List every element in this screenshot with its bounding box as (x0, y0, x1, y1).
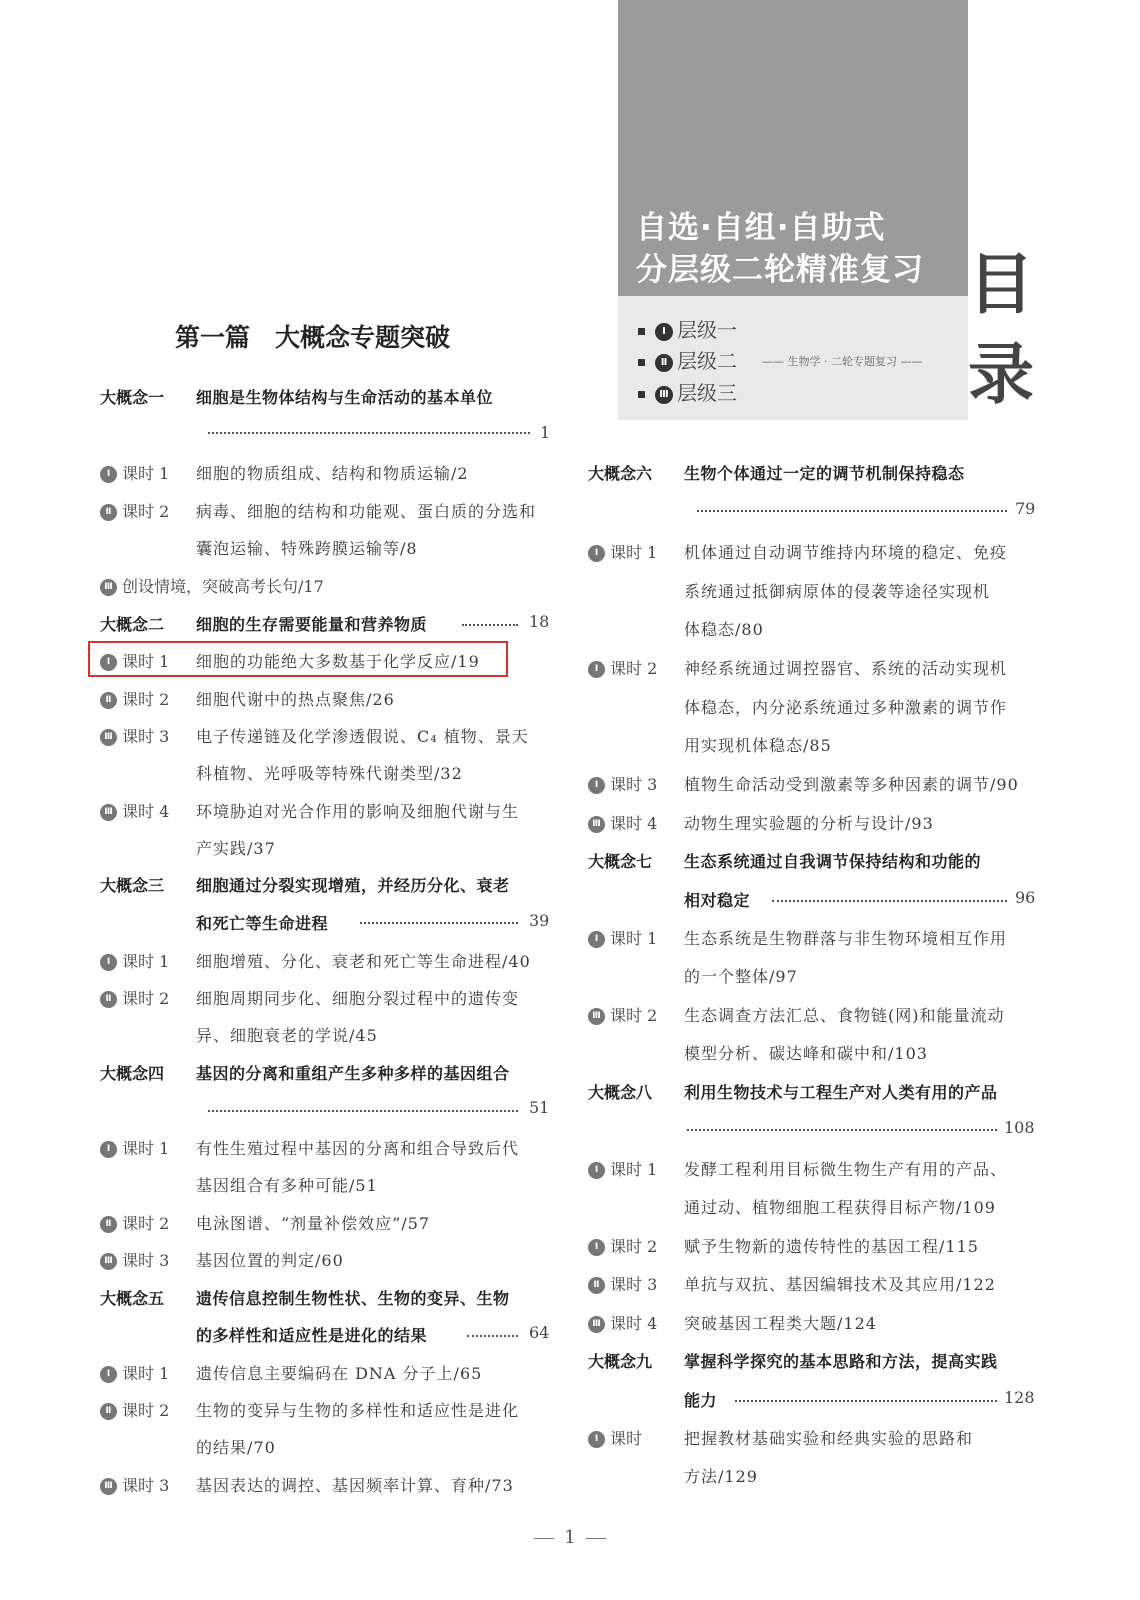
lesson-title[interactable]: 细胞的功能绝大多数基于化学反应/19 (196, 652, 480, 671)
lesson-label: Ⅱ 课时 2 (100, 499, 169, 522)
roman-numeral-badge: Ⅲ (100, 1253, 117, 1270)
lesson-title[interactable]: 神经系统通过调控器官、系统的活动实现机 (684, 659, 1008, 678)
mulu-char-1: 目 (968, 246, 1034, 323)
footer-page-number: 1 (564, 1527, 576, 1548)
concept-title: 利用生物技术与工程生产对人类有用的产品 (684, 1083, 998, 1102)
lesson-label: Ⅲ 课时 4 (588, 1311, 657, 1334)
roman-numeral-badge: Ⅲ (100, 804, 117, 821)
roman-numeral-badge: Ⅰ (588, 931, 605, 948)
concept-title-cont: 和死亡等生命进程 (196, 914, 329, 933)
lesson-label: Ⅱ 课时 2 (100, 1398, 169, 1421)
roman-numeral-badge: Ⅲ (588, 816, 605, 833)
level-three (638, 377, 737, 406)
leader-dots (735, 1400, 997, 1402)
bullet-square-icon (638, 391, 645, 398)
leader-dots (208, 1110, 518, 1112)
roman-numeral-badge: Ⅲ (588, 1316, 605, 1333)
lesson-title[interactable]: 细胞增殖、分化、衰老和死亡等生命进程/40 (196, 952, 531, 971)
lesson-label: Ⅰ 课时 1 (100, 949, 169, 972)
bullet-square-icon (638, 328, 645, 335)
lesson-title[interactable]: 基因表达的调控、基因频率计算、育种/73 (196, 1476, 514, 1495)
page-footer (0, 1527, 1140, 1548)
roman-numeral-badge: Ⅲ (100, 1478, 117, 1495)
lesson-title-cont[interactable]: 科植物、光呼吸等特殊代谢类型/32 (196, 764, 463, 783)
header-title-line1: 自选·自组·自助式 (636, 210, 886, 246)
leader-dots (208, 432, 530, 434)
roman-numeral-badge: Ⅱ (100, 692, 117, 709)
concept-label: 大概念六 (588, 464, 653, 483)
lesson-title-cont[interactable]: 方法/129 (684, 1467, 758, 1486)
lesson-title-cont[interactable]: 的结果/70 (196, 1438, 276, 1457)
lesson-title[interactable]: 生物的变异与生物的多样性和适应性是进化 (196, 1401, 520, 1420)
concept-label: 大概念四 (100, 1064, 165, 1083)
lesson-title[interactable]: 生态调查方法汇总、食物链(网)和能量流动 (684, 1006, 1005, 1025)
roman-numeral-badge: Ⅰ (588, 1431, 605, 1448)
lesson-title-cont[interactable]: 系统通过抵御病原体的侵袭等途径实现机 (684, 582, 991, 601)
lesson-title[interactable]: 细胞的物质组成、结构和物质运输/2 (196, 464, 469, 483)
lesson-label: Ⅰ 课时 1 (588, 540, 657, 563)
lesson-label: Ⅲ 课时 2 (588, 1003, 657, 1026)
page-number: 18 (529, 612, 550, 631)
lesson-label: Ⅰ 课时 (588, 1426, 642, 1449)
lesson-label: Ⅰ 课时 1 (100, 1361, 169, 1384)
lesson-title[interactable]: 细胞周期同步化、细胞分裂过程中的遗传变 (196, 989, 520, 1008)
leader-dots (687, 1129, 997, 1131)
lesson-label: Ⅲ 课时 3 (100, 1248, 169, 1271)
lesson-title[interactable]: 把握教材基础实验和经典实验的思路和 (684, 1429, 974, 1448)
concept-label: 大概念三 (100, 876, 165, 895)
lesson-title[interactable]: 环境胁迫对光合作用的影响及细胞代谢与生 (196, 802, 520, 821)
lesson-label: Ⅱ 课时 2 (100, 1211, 169, 1234)
lesson-title[interactable]: 遗传信息主要编码在 DNA 分子上/65 (196, 1364, 483, 1383)
lesson-label: Ⅱ 课时 2 (100, 986, 169, 1009)
lesson-title[interactable]: 发酵工程利用目标微生物生产有用的产品、 (684, 1160, 1008, 1179)
lesson-title[interactable]: 病毒、细胞的结构和功能观、蛋白质的分选和 (196, 502, 537, 521)
roman-numeral-badge: Ⅰ (100, 1141, 117, 1158)
page-number: 108 (1004, 1118, 1035, 1137)
concept-label: 大概念一 (100, 388, 165, 407)
lesson-title[interactable]: 单抗与双抗、基因编辑技术及其应用/122 (684, 1275, 996, 1294)
roman-numeral-badge: Ⅰ (655, 323, 673, 341)
lesson-title[interactable]: 突破基因工程类大题/124 (684, 1314, 877, 1333)
lesson-label: Ⅰ 课时 2 (588, 656, 657, 679)
roman-numeral-badge: Ⅱ (588, 1277, 605, 1294)
concept-label: 大概念七 (588, 852, 653, 871)
page-number: 64 (529, 1323, 550, 1342)
page-number: 96 (1015, 888, 1036, 907)
concept-label: 大概念九 (588, 1352, 653, 1371)
concept-title: 掌握科学探究的基本思路和方法，提高实践 (684, 1352, 998, 1371)
lesson-label: Ⅰ 课时 1 (100, 649, 169, 672)
concept-title: 生态系统通过自我调节保持结构和功能的 (684, 852, 982, 871)
lesson-title-cont[interactable]: 通过动、植物细胞工程获得目标产物/109 (684, 1198, 996, 1217)
lesson-title[interactable]: 机体通过自动调节维持内环境的稳定、免疫 (684, 543, 1008, 562)
roman-numeral-badge: Ⅲ (100, 579, 117, 596)
lesson-label: Ⅲ 课时 4 (588, 811, 657, 834)
roman-numeral-badge: Ⅲ (588, 1008, 605, 1025)
lesson-label: Ⅲ 课时 3 (100, 1473, 169, 1496)
lesson-title-cont[interactable]: 的一个整体/97 (684, 967, 798, 986)
lesson-title[interactable]: 基因位置的判定/60 (196, 1251, 344, 1270)
concept-label: 大概念八 (588, 1083, 653, 1102)
concept-label: 大概念二 (100, 615, 165, 634)
concept-label: 大概念五 (100, 1289, 165, 1308)
lesson-label: Ⅱ 课时 3 (588, 1272, 657, 1295)
level-one (638, 314, 737, 343)
page-number: 51 (529, 1098, 550, 1117)
lesson-title[interactable]: 电子传递链及化学渗透假说、C₄ 植物、景天 (196, 727, 529, 746)
part-title: 第一篇 大概念专题突破 (175, 323, 451, 352)
concept-title: 遗传信息控制生物性状、生物的变异、生物 (196, 1289, 510, 1308)
roman-numeral-badge: Ⅰ (100, 466, 117, 483)
lesson-title-cont[interactable]: 体稳态/80 (684, 620, 764, 639)
concept-title-cont: 的多样性和适应性是进化的结果 (196, 1326, 428, 1345)
lesson-label: Ⅰ 课时 1 (588, 1157, 657, 1180)
lesson-title[interactable]: 生态系统是生物群落与非生物环境相互作用 (684, 929, 1008, 948)
leader-dots (462, 624, 518, 626)
footer-dash (534, 1538, 554, 1539)
leader-dots (697, 510, 1007, 512)
level-two (638, 345, 737, 374)
lesson-label: Ⅰ 课时 2 (588, 1234, 657, 1257)
leader-dots (360, 922, 518, 924)
roman-numeral-badge: Ⅲ (100, 729, 117, 746)
page-number: 1 (540, 423, 551, 442)
concept-title: 生物个体通过一定的调节机制保持稳态 (684, 464, 965, 483)
lesson-title[interactable]: 细胞代谢中的热点聚焦/26 (196, 690, 395, 709)
roman-numeral-badge: Ⅱ (655, 354, 673, 372)
roman-numeral-badge: Ⅱ (100, 1216, 117, 1233)
leader-dots (467, 1335, 518, 1337)
roman-numeral-badge: Ⅰ (100, 1366, 117, 1383)
level-label: 层级二 (677, 349, 737, 373)
lesson-title-cont[interactable]: 模型分析、碳达峰和碳中和/103 (684, 1044, 928, 1063)
footer-dash (586, 1538, 606, 1539)
roman-numeral-badge: Ⅰ (588, 777, 605, 794)
roman-numeral-badge: Ⅰ (588, 1162, 605, 1179)
roman-numeral-badge: Ⅰ (588, 1239, 605, 1256)
lesson-label: Ⅰ 课时 1 (100, 461, 169, 484)
bullet-square-icon (638, 359, 645, 366)
lesson-title-cont[interactable]: 体稳态，内分泌系统通过多种激素的调节作 (684, 698, 1008, 717)
lesson-title[interactable]: 动物生理实验题的分析与设计/93 (684, 814, 934, 833)
level-label: 层级一 (677, 318, 737, 342)
lesson-title-cont[interactable]: 基因组合有多种可能/51 (196, 1176, 378, 1195)
roman-numeral-badge: Ⅱ (100, 504, 117, 521)
concept-title-cont: 能力 (684, 1391, 718, 1410)
lesson-label: Ⅱ 课时 2 (100, 687, 169, 710)
roman-numeral-badge: Ⅰ (588, 661, 605, 678)
subject-label: —— 生物学 · 二轮专题复习 —— (762, 355, 923, 368)
lesson-label: Ⅲ 课时 3 (100, 724, 169, 747)
lesson-title-cont[interactable]: 用实现机体稳态/85 (684, 736, 832, 755)
lesson-title[interactable]: 电泳图谱、“剂量补偿效应”/57 (196, 1214, 431, 1233)
leader-dots (772, 900, 1007, 902)
lesson-label: Ⅲ 创设情境，突破高考长句/17 (100, 574, 324, 597)
mulu-char-2: 录 (968, 336, 1034, 413)
lesson-title-cont[interactable]: 产实践/37 (196, 839, 276, 858)
header-title-line2: 分层级二轮精准复习 (636, 252, 924, 288)
page-number: 39 (529, 911, 550, 930)
page-number: 128 (1004, 1388, 1035, 1407)
concept-title: 细胞通过分裂实现增殖，并经历分化、衰老 (196, 876, 510, 895)
concept-title: 基因的分离和重组产生多种多样的基因组合 (196, 1064, 510, 1083)
lesson-title[interactable]: 赋予生物新的遗传特性的基因工程/115 (684, 1237, 979, 1256)
roman-numeral-badge: Ⅰ (100, 654, 117, 671)
lesson-title-cont[interactable]: 囊泡运输、特殊跨膜运输等/8 (196, 539, 418, 558)
concept-title-cont: 相对稳定 (684, 891, 751, 910)
concept-title: 细胞的生存需要能量和营养物质 (196, 615, 428, 634)
roman-numeral-badge: Ⅰ (100, 954, 117, 971)
lesson-label: Ⅰ 课时 3 (588, 772, 657, 795)
roman-numeral-badge: Ⅱ (100, 1403, 117, 1420)
concept-title: 细胞是生物体结构与生命活动的基本单位 (196, 388, 494, 407)
roman-numeral-badge: Ⅲ (655, 386, 673, 404)
roman-numeral-badge: Ⅱ (100, 991, 117, 1008)
page-number: 79 (1015, 499, 1036, 518)
level-label: 层级三 (677, 381, 737, 405)
lesson-title[interactable]: 植物生命活动受到激素等多种因素的调节/90 (684, 775, 1019, 794)
lesson-label: Ⅰ 课时 1 (100, 1136, 169, 1159)
lesson-title[interactable]: 有性生殖过程中基因的分离和组合导致后代 (196, 1139, 520, 1158)
roman-numeral-badge: Ⅰ (588, 545, 605, 562)
lesson-title-cont[interactable]: 异、细胞衰老的学说/45 (196, 1026, 378, 1045)
lesson-label: Ⅰ 课时 1 (588, 926, 657, 949)
lesson-label: Ⅲ 课时 4 (100, 799, 169, 822)
